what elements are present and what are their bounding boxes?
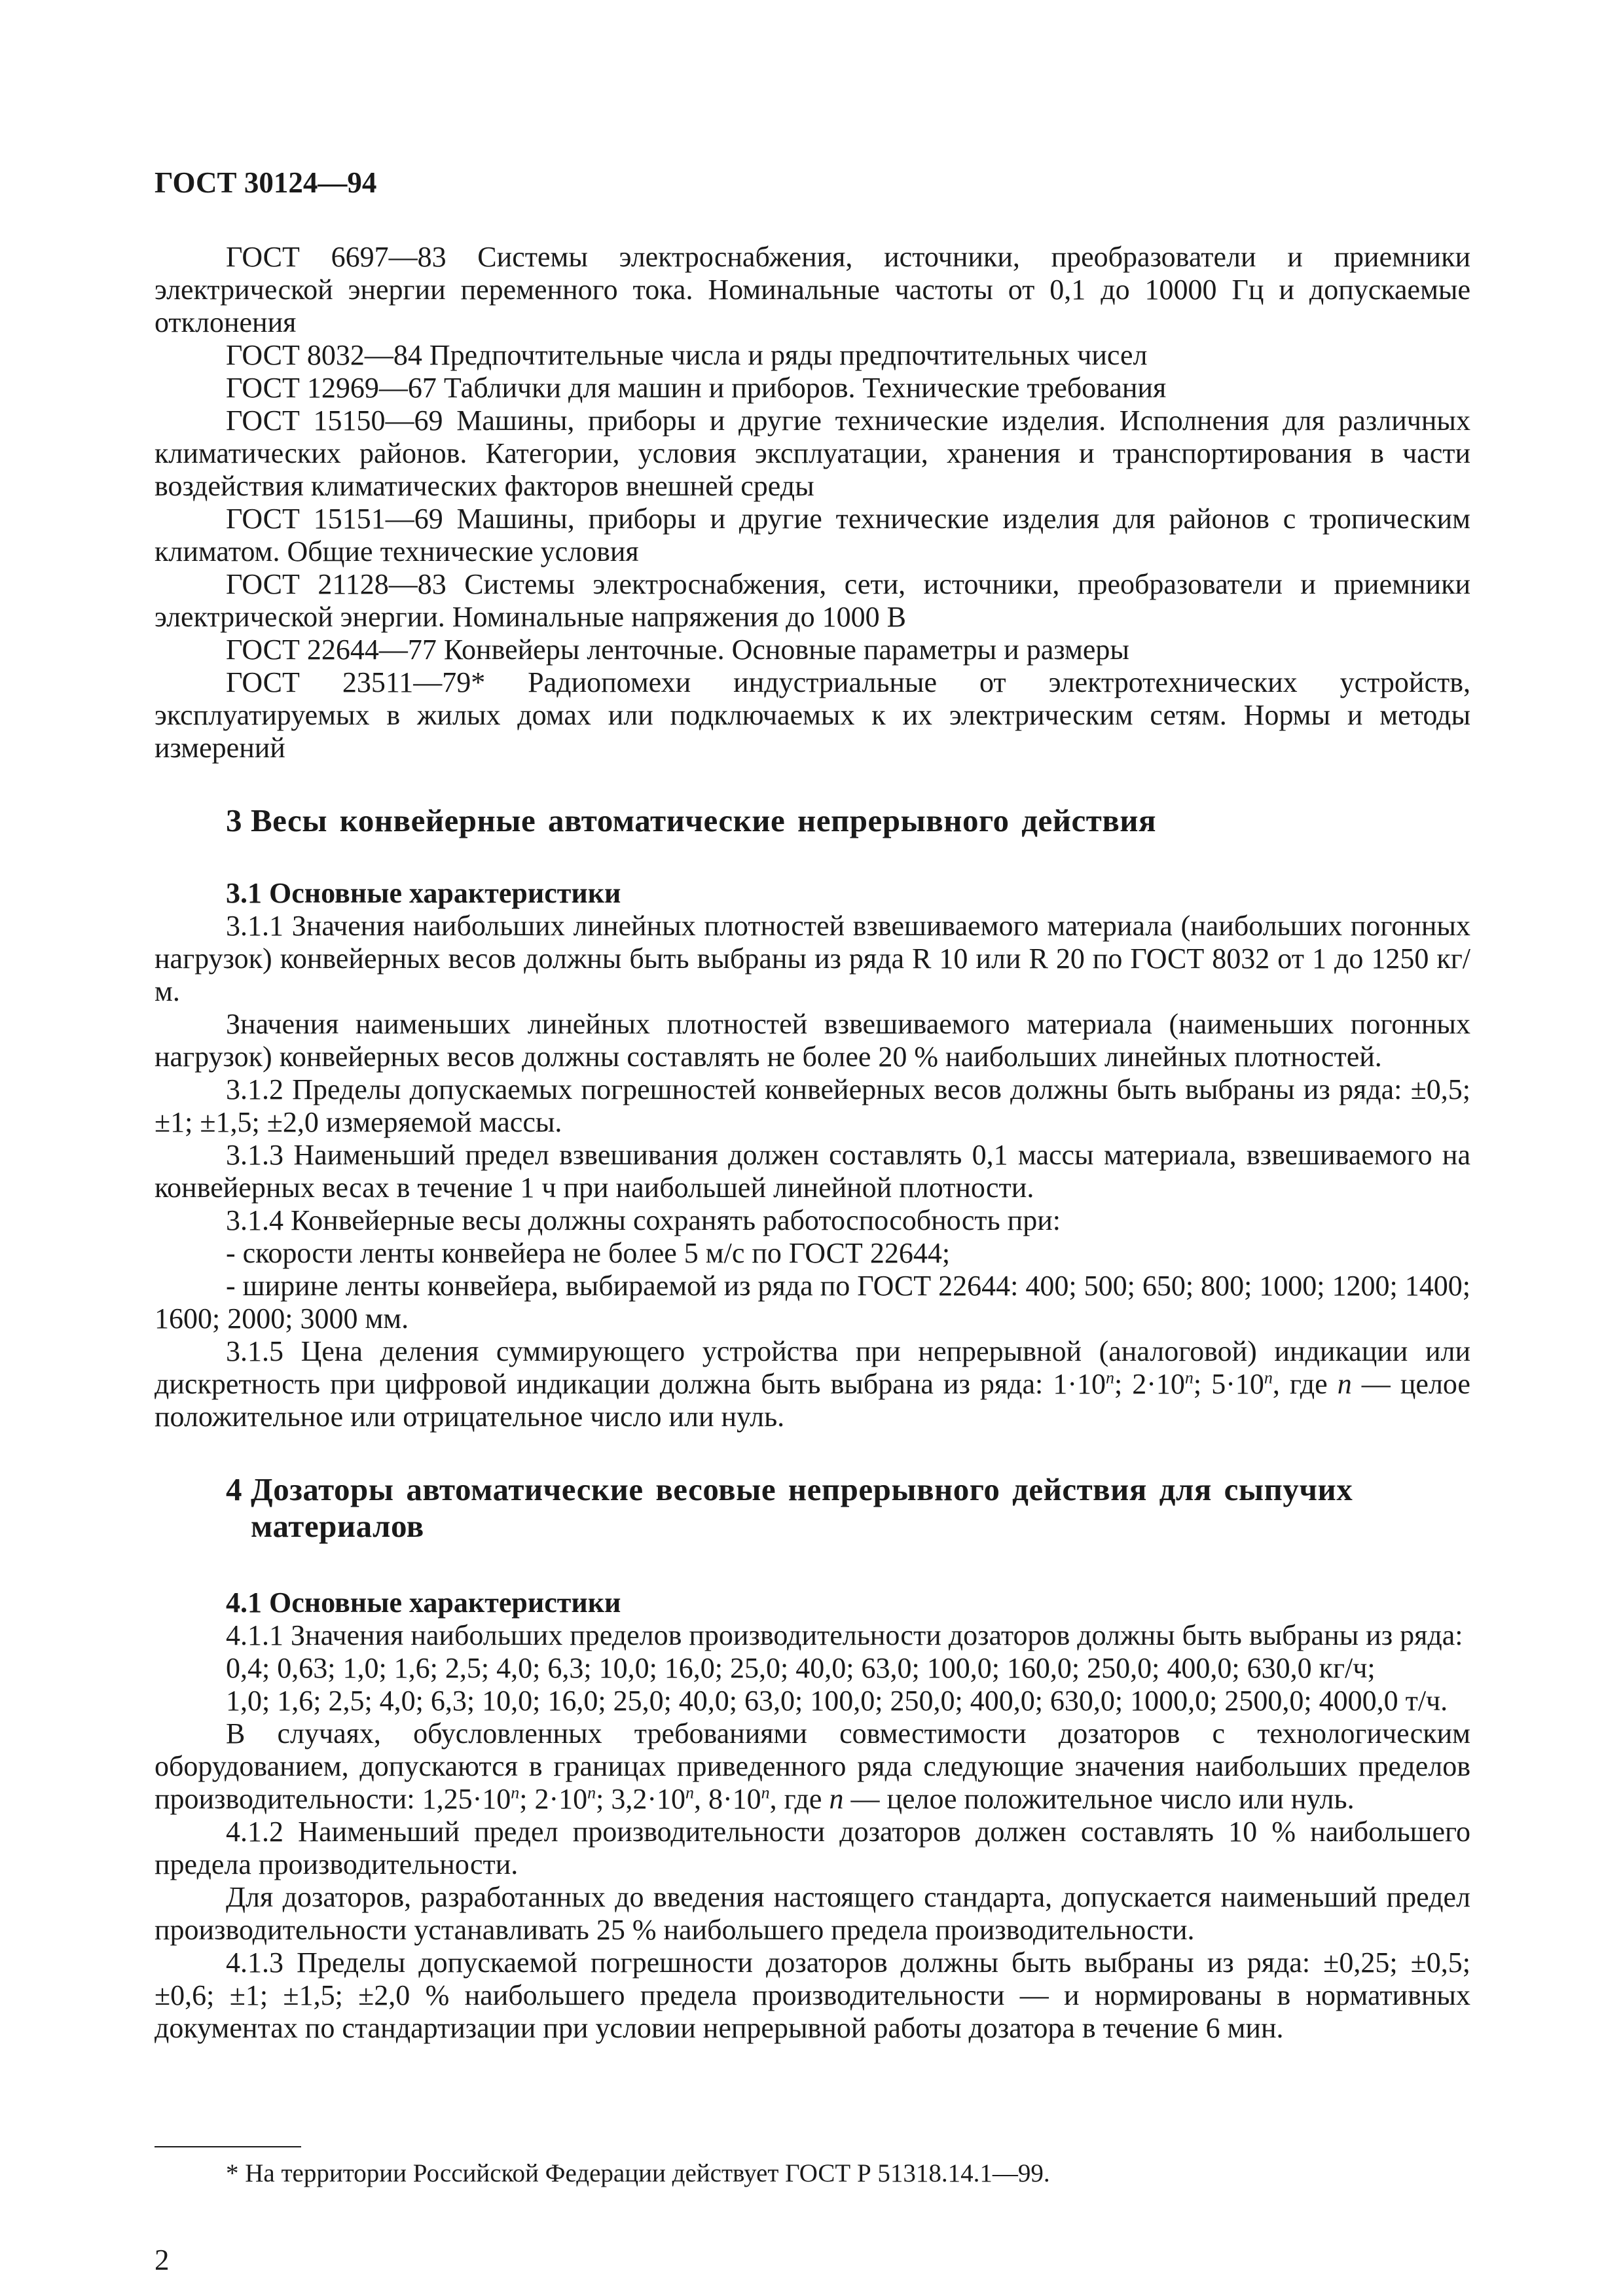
clause-3-1-4-item-width: - ширине ленты конвейера, выбираемой из ряда по ГОСТ 22644: 400; 500; 650; 800; 1000; 1200; 1400; 1600; 2000; 3000 мм. xyxy=(155,1270,1470,1335)
clause-4-1-1-cont: В случаях, обусловленных требованиями совместимости дозаторов с технологическим оборудованием, допускаются в границах приведенного ряда следующие значения наибольших пределов производительности: $1,25\cdot 10^n$; $2\cdot 10^n$; $3,2\cdot 10^n$, $8\cdot 10^n$, где n — целое положительное число или нуль. xyxy=(155,1717,1470,1815)
document-body xyxy=(155,241,1470,2045)
ref-gost-23511: ГОСТ 23511—79* Радиопомехи индустриальные от электротехнических устройств, эксплуатируемых в жилых домах или подключаемых к их электрическим сетям. Нормы и методы измерений xyxy=(155,666,1470,764)
clause-3-1-4: 3.1.4 Конвейерные весы должны сохранять работоспособность при: xyxy=(226,1204,1061,1236)
clause-3-1-3: 3.1.3 Наименьший предел взвешивания должен составлять 0,1 массы материала, взвешиваемого на конвейерных весах в течение 1 ч при наибольшей линейной плотности. xyxy=(155,1139,1470,1204)
footnote-separator xyxy=(155,2146,301,2147)
clause-3-1-1: 3.1.1 Значения наибольших линейных плотностей взвешиваемого материала (наибольших погонных нагрузок) конвейерных весов должны быть выбраны из ряда R 10 или R 20 по ГОСТ 8032 от 1 до 1250 кг/м. xyxy=(155,910,1470,1007)
clause-4-1-3: 4.1.3 Пределы допускаемой погрешности дозаторов должны быть выбраны из ряда: ±0,25; ±0,5; ±0,6; ±1; ±1,5; ±2,0 % наибольшего предела производительности — и нормированы в нормативных документах по стандартизации при условии непрерывной работы дозатора в течение 6 мин. xyxy=(155,1946,1470,2044)
ref-gost-15151: ГОСТ 15151—69 Машины, приборы и другие технические изделия для районов с тропическим климатом. Общие технические условия xyxy=(155,503,1470,567)
section-3-heading xyxy=(155,802,1470,839)
clause-4-1-1: 4.1.1 Значения наибольших пределов производительности дозаторов должны быть выбраны из ряда: xyxy=(226,1619,1463,1651)
section-4-title-line1: Дозаторы автоматические весовые непрерывного действия для сыпучих xyxy=(251,1471,1353,1507)
ref-gost-6697: ГОСТ 6697—83 Системы электроснабжения, источники, преобразователи и приемники электрической энергии переменного тока. Номинальные частоты от 0,1 до 10000 Гц и допускаемые отклонения xyxy=(155,241,1470,338)
clause-3-1-4-item-speed: - скорости ленты конвейера не более 5 м/с по ГОСТ 22644; xyxy=(226,1237,951,1269)
clause-4-1-1-row-t: 1,0; 1,6; 2,5; 4,0; 6,3; 10,0; 16,0; 25,0; 40,0; 63,0; 100,0; 250,0; 400,0; 630,0; 1000,0; 2500,0; 4000,0 т/ч. xyxy=(226,1685,1448,1717)
clause-3-1-5: 3.1.5 Цена деления суммирующего устройства при непрерывной (аналоговой) индикации или дискретность при цифровой индикации должна быть выбрана из ряда: $1\cdot 10^n$; $2\cdot 10^n$; $5\cdot 10^n$, где n — целое положительное или отрицательное число или нуль. xyxy=(155,1335,1470,1433)
page-number: 2 xyxy=(155,2244,170,2276)
subsection-4-1-heading: 4.1 Основные характеристики xyxy=(226,1587,621,1619)
clause-3-1-2: 3.1.2 Пределы допускаемых погрешностей конвейерных весов должны быть выбраны из ряда: ±0,5; ±1; ±1,5; ±2,0 измеряемой массы. xyxy=(155,1073,1470,1138)
clause-4-1-1-row-kg: 0,4; 0,63; 1,0; 1,6; 2,5; 4,0; 6,3; 10,0; 16,0; 25,0; 40,0; 63,0; 100,0; 160,0; 250,0; 400,0; 630,0 кг/ч; xyxy=(226,1652,1376,1684)
section-4-number: 4 xyxy=(226,1471,242,1507)
document-header: ГОСТ 30124—94 xyxy=(155,166,377,199)
section-4-title-line2: материалов xyxy=(251,1508,424,1544)
ref-gost-21128: ГОСТ 21128—83 Системы электроснабжения, сети, источники, преобразователи и приемники электрической энергии. Номинальные напряжения до 1000 В xyxy=(155,568,1470,633)
clause-4-1-2-cont: Для дозаторов, разработанных до введения настоящего стандарта, допускается наименьший предел производительности устанавливать 25 % наибольшего предела производительности. xyxy=(155,1881,1470,1946)
section-3-number: 3 xyxy=(226,802,242,838)
ref-gost-12969: ГОСТ 12969—67 Таблички для машин и приборов. Технические требования xyxy=(226,372,1167,404)
section-4-heading xyxy=(155,1471,1470,1545)
ref-gost-15150: ГОСТ 15150—69 Машины, приборы и другие технические изделия. Исполнения для различных климатических районов. Категории, условия эксплуатации, хранения и транспортирования в части воздействия климатических факторов внешней среды xyxy=(155,404,1470,502)
footnote: * На территории Российской Федерации действует ГОСТ Р 51318.14.1—99. xyxy=(226,2159,1050,2187)
ref-gost-22644: ГОСТ 22644—77 Конвейеры ленточные. Основные параметры и размеры xyxy=(226,634,1129,666)
section-3-title: Весы конвейерные автоматические непрерывного действия xyxy=(251,802,1157,838)
subsection-3-1-heading: 3.1 Основные характеристики xyxy=(226,877,621,909)
ref-gost-8032: ГОСТ 8032—84 Предпочтительные числа и ряды предпочтительных чисел xyxy=(226,339,1148,371)
clause-4-1-2: 4.1.2 Наименьший предел производительности дозаторов должен составлять 10 % наибольшего предела производительности. xyxy=(155,1816,1470,1880)
clause-3-1-1-cont: Значения наименьших линейных плотностей взвешиваемого материала (наименьших погонных нагрузок) конвейерных весов должны составлять не более 20 % наибольших линейных плотностей. xyxy=(155,1008,1470,1073)
